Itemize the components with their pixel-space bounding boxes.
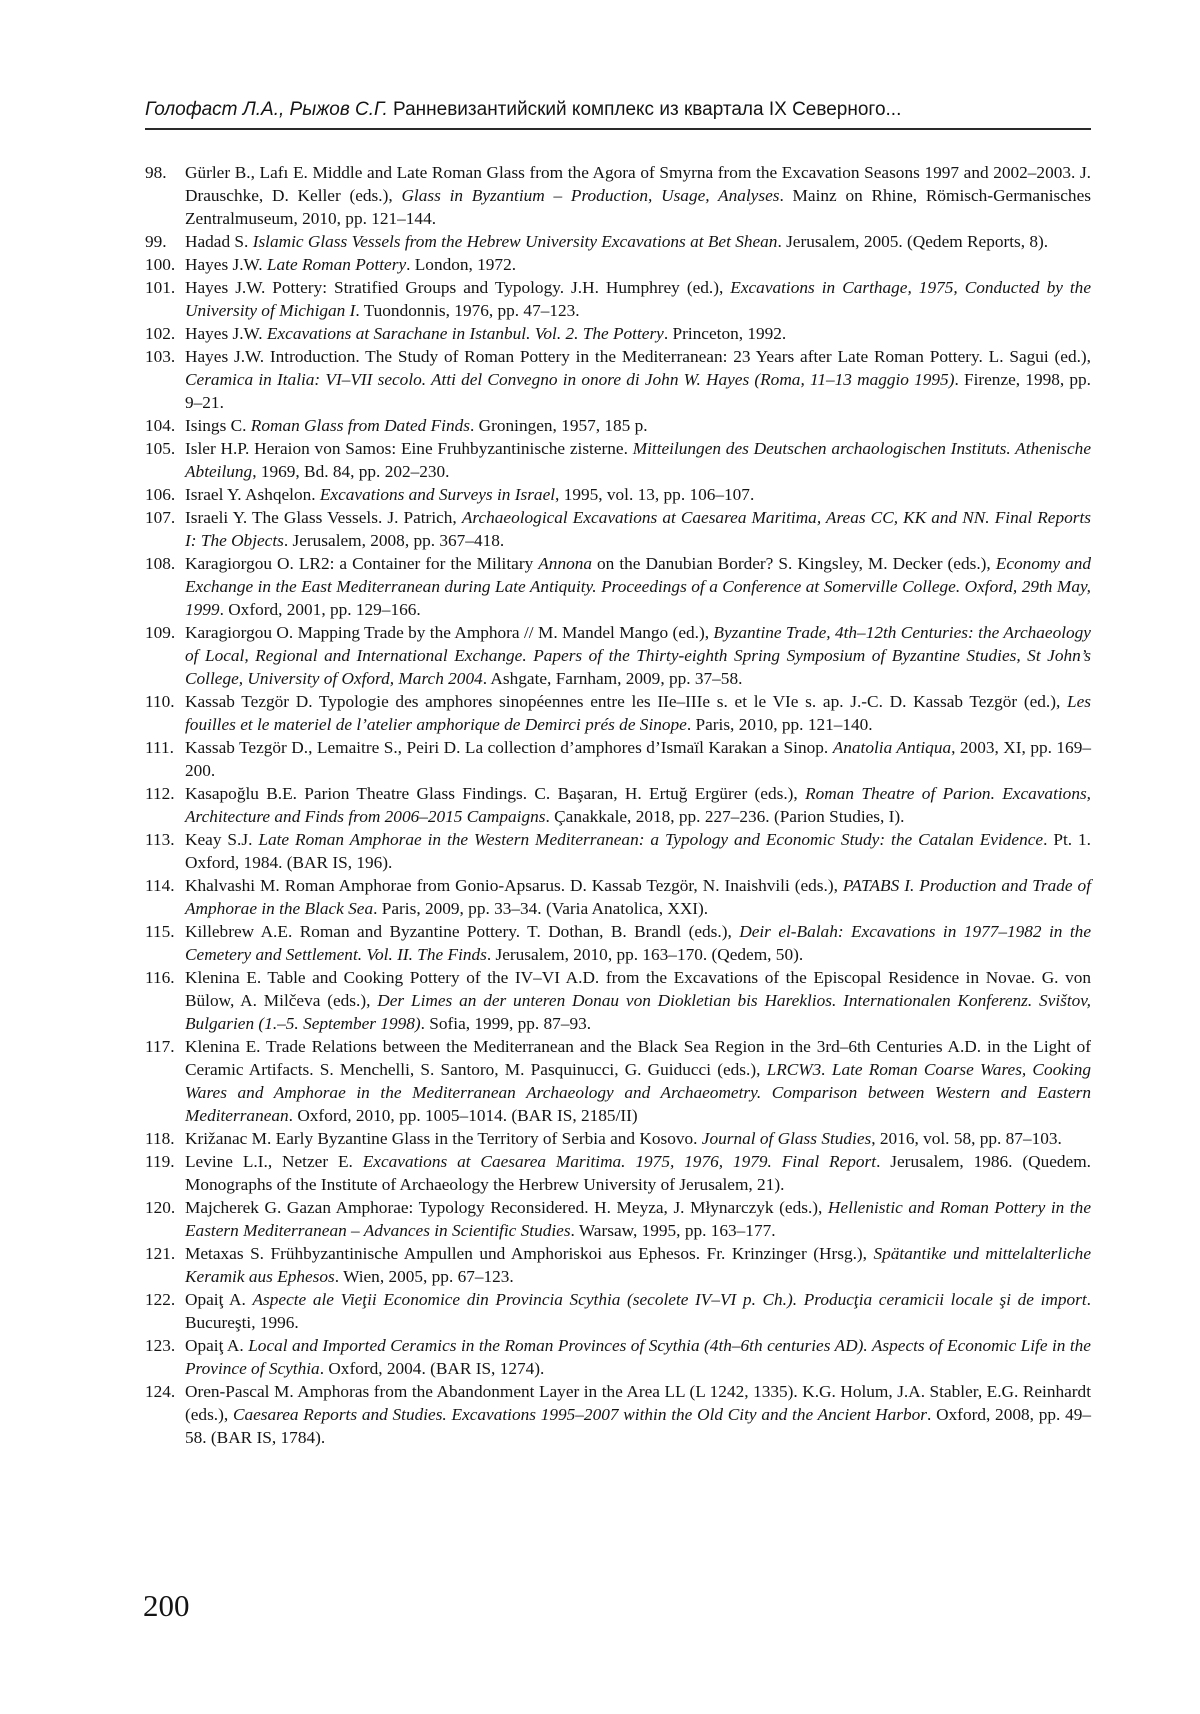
reference-number: 108. [145,554,176,573]
reference-item [145,414,1091,437]
reference-text: . Oxford, 2010, pp. 1005–1014. (BAR IS, 2185/II) [288,1106,638,1125]
reference-item [145,782,1091,828]
reference-text: Opaiţ A. [185,1336,249,1355]
reference-number: 124. [145,1382,176,1401]
reference-item [145,1150,1091,1196]
reference-number: 104. [145,416,176,435]
reference-text: Khalvashi M. Roman Amphorae from Gonio-Apsarus. D. Kassab Tezgör, N. Inaishvili (eds.), [185,876,843,895]
reference-title: LRCW3. Late Roman Coarse Wares, Cooking Wares and Amphorae in the Mediterranean Archaeology and Archaeometry. Comparison between Western and Eastern Mediterranean [185,1060,1091,1125]
reference-title: Excavations in Carthage, 1975, Conducted by the University of Michigan I [185,278,1091,320]
reference-text: on the Danubian Border? S. Kingsley, M. Decker (eds.), [592,554,996,573]
reference-number: 116. [145,968,175,987]
reference-number: 107. [145,508,176,527]
reference-item [145,552,1091,621]
reference-title: Annona [538,554,593,573]
reference-text: Gürler B., Lafı E. Middle and Late Roman Glass from the Agora of Smyrna from the Excavation Seasons 1997 and 2002–2003. J. Drauschke, D. Keller (eds.), [185,163,1091,205]
reference-item [145,874,1091,920]
reference-item [145,276,1091,322]
reference-text: . Wien, 2005, pp. 67–123. [334,1267,514,1286]
reference-title: Local and Imported Ceramics in the Roman Provinces of Scythia (4th–6th centuries AD). Aspects of Economic Life in the Province of Scythia [185,1336,1091,1378]
reference-title: PATABS I. Production and Trade of Amphorae in the Black Sea [185,876,1091,918]
reference-text: . Pt. 1. Oxford, 1984. (BAR IS, 196). [185,830,1092,872]
reference-number: 115. [145,922,175,941]
reference-text: . Paris, 2010, pp. 121–140. [686,715,873,734]
reference-number: 120. [145,1198,176,1217]
reference-text: Karagiorgou O. LR2: a Container for the Military [185,554,539,573]
reference-text: Hayes J.W. [185,324,267,343]
reference-title: Journal of Glass Studies [701,1129,872,1148]
reference-text: . Bucureşti, 1996. [185,1290,1091,1332]
reference-item [145,1127,1091,1150]
reference-title: Deir el-Balah: Excavations in 1977–1982 in the Cemetery and Settlement. Vol. II. The Finds [185,922,1091,964]
reference-list [145,161,1091,1449]
reference-item [145,920,1091,966]
reference-title: Spätantike und mittelalterliche Keramik aus Ephesos [185,1244,1091,1286]
reference-title: Roman Glass from Dated Finds [250,416,470,435]
reference-text: . Oxford, 2008, pp. 49–58. (BAR IS, 1784). [185,1405,1091,1447]
reference-text: . Groningen, 1957, 185 p. [470,416,648,435]
reference-item [145,1334,1091,1380]
reference-text: Kassab Tezgör D., Lemaitre S., Peiri D. La collection d’amphores d’Ismaïl Karakan a Sinop. [185,738,833,757]
reference-item [145,621,1091,690]
reference-text: Klenina E. Trade Relations between the Mediterranean and the Black Sea Region in the 3rd–6th Centuries A.D. in the Light of Ceramic Artifacts. S. Menchelli, S. Santoro, M. Pasquinucci, G. Guiducci (eds.), [185,1037,1091,1079]
reference-title: Der Limes an der unteren Donau von Diokletian bis Hareklios. Internationalen Konferenz. Svištov, Bulgarien (1.–5. September 1998) [185,991,1091,1033]
reference-text: Israel Y. Ashqelon. [185,485,320,504]
reference-number: 100. [145,255,176,274]
reference-title: Islamic Glass Vessels from the Hebrew University Excavations at Bet Shean [252,232,778,251]
reference-number: 110. [145,692,175,711]
reference-text: . Firenze, 1998, pp. 9–21. [185,370,1091,412]
reference-text: Opaiţ A. [185,1290,253,1309]
reference-text: Killebrew A.E. Roman and Byzantine Pottery. T. Dothan, B. Brandl (eds.), [185,922,740,941]
reference-text: . Warsaw, 1995, pp. 163–177. [570,1221,776,1240]
reference-text: Isings C. [185,416,251,435]
reference-number: 103. [145,347,176,366]
reference-text: . Ashgate, Farnham, 2009, pp. 37–58. [482,669,743,688]
reference-text: Levine L.I., Netzer E. [185,1152,363,1171]
header-title: Ранневизантийский комплекс из квартала IX Северного... [393,99,902,120]
reference-title: Excavations at Caesarea Maritima. 1975, 1976, 1979. Final Report [362,1152,877,1171]
reference-title: Mitteilungen des Deutschen archaologischen Instituts. Athenische Abteilung [185,439,1091,481]
reference-item [145,1380,1091,1449]
reference-title: Aspecte ale Vieţii Economice din Provincia Scythia (secolete IV–VI p. Ch.). Producţia ceramicii locale şi de import [252,1290,1087,1309]
reference-text: . London, 1972. [406,255,517,274]
reference-title: Caesarea Reports and Studies. Excavations 1995–2007 within the Old City and the Ancient Harbor [232,1405,927,1424]
reference-text: Isler H.P. Heraion von Samos: Eine Fruhbyzantinische zisterne. [185,439,633,458]
reference-text: Oren-Pascal M. Amphoras from the Abandonment Layer in the Area LL (L 1242, 1335). K.G. Holum, J.A. Stabler, E.G. Reinhardt (eds.), [185,1382,1091,1424]
reference-title: Glass in Byzantium – Production, Usage, Analyses [401,186,780,205]
reference-text: Karagiorgou O. Mapping Trade by the Amphora // M. Mandel Mango (ed.), [185,623,714,642]
reference-title: Excavations at Sarachane in Istanbul. Vol. 2. The Pottery [266,324,664,343]
reference-text: . Jerusalem, 2008, pp. 367–418. [283,531,505,550]
reference-text: Keay S.J. [185,830,259,849]
reference-number: 119. [145,1152,175,1171]
reference-item [145,1196,1091,1242]
reference-text: . Mainz on Rhine, Römisch-Germanisches Zentralmuseum, 2010, pp. 121–144. [185,186,1091,228]
reference-text: . Jerusalem, 1986. (Quedem. Monographs of the Institute of Archaeology the Herbrew University of Jerusalem, 21). [185,1152,1091,1194]
reference-text: . Jerusalem, 2010, pp. 163–170. (Qedem, 50). [486,945,804,964]
reference-text: Majcherek G. Gazan Amphorae: Typology Reconsidered. H. Meyza, J. Młynarczyk (eds.), [185,1198,828,1217]
reference-text: . Jerusalem, 2005. (Qedem Reports, 8). [777,232,1049,251]
reference-text: , 1969, Bd. 84, pp. 202–230. [252,462,450,481]
reference-title: Hellenistic and Roman Pottery in the Eastern Mediterranean – Advances in Scientific Studies [185,1198,1091,1240]
reference-text: . Oxford, 2004. (BAR IS, 1274). [319,1359,545,1378]
reference-title: Archaeological Excavations at Caesarea Maritima, Areas CC, KK and NN. Final Reports I: The Objects [185,508,1091,550]
reference-title: Late Roman Pottery [266,255,407,274]
reference-text: Klenina E. Table and Cooking Pottery of the IV–VI A.D. from the Excavations of the Episcopal Residence in Novae. G. von Bülow, A. Milčeva (eds.), [185,968,1091,1010]
reference-title: Economy and Exchange in the East Mediterranean during Late Antiquity. Proceedings of a Conference at Somerville College. Oxford, 29th May, 1999 [185,554,1092,619]
reference-text: Hayes J.W. [185,255,267,274]
reference-text: Israeli Y. The Glass Vessels. J. Patrich, [185,508,462,527]
reference-number: 118. [145,1129,175,1148]
reference-title: Byzantine Trade, 4th–12th Centuries: the Archaeology of Local, Regional and International Exchange. Papers of the Thirty-eighth Spring Symposium of Byzantine Studies, St John’s College, University of Oxford, March 2004 [185,623,1091,688]
reference-number: 99. [145,232,167,251]
reference-text: Križanac M. Early Byzantine Glass in the Territory of Serbia and Kosovo. [185,1129,702,1148]
reference-number: 105. [145,439,176,458]
reference-item [145,690,1091,736]
reference-item [145,230,1091,253]
reference-text: Hadad S. [185,232,253,251]
reference-item [145,322,1091,345]
reference-item [145,506,1091,552]
reference-item [145,437,1091,483]
reference-item [145,345,1091,414]
reference-number: 106. [145,485,176,504]
reference-number: 112. [145,784,175,803]
reference-text: . Çanakkale, 2018, pp. 227–236. (Parion Studies, I). [545,807,905,826]
reference-text: Hayes J.W. Pottery: Stratified Groups and Typology. J.H. Humphrey (ed.), [185,278,731,297]
reference-text: . Sofia, 1999, pp. 87–93. [420,1014,592,1033]
reference-number: 123. [145,1336,176,1355]
reference-text: . Tuondonnis, 1976, pp. 47–123. [355,301,580,320]
reference-title: Les fouilles et le materiel de l’atelier amphorique de Demirci prés de Sinope [185,692,1091,734]
header-authors: Голофаст Л.А., Рыжов С.Г. [145,99,388,120]
page-number: 200 [143,1588,190,1623]
reference-text: Metaxas S. Frühbyzantinische Ampullen und Amphoriskoi aus Ephesos. Fr. Krinzinger (Hrsg.), [185,1244,874,1263]
reference-item [145,966,1091,1035]
reference-number: 114. [145,876,175,895]
reference-text: . Oxford, 2001, pp. 129–166. [219,600,421,619]
reference-title: Ceramica in Italia: VI–VII secolo. Atti del Convegno in onore di John W. Hayes (Roma, 11–13 maggio 1995) [185,370,955,389]
reference-title: Anatolia Antiqua [832,738,952,757]
reference-number: 109. [145,623,176,642]
reference-item [145,1035,1091,1127]
reference-title: Roman Theatre of Parion. Excavations, Architecture and Finds from 2006–2015 Campaigns [185,784,1092,826]
reference-item [145,828,1091,874]
reference-number: 121. [145,1244,176,1263]
reference-number: 102. [145,324,176,343]
reference-title: Late Roman Amphorae in the Western Mediterranean: a Typology and Economic Study: the Catalan Evidence [258,830,1044,849]
reference-item [145,161,1091,230]
reference-number: 101. [145,278,176,297]
reference-number: 111. [145,738,174,757]
reference-number: 117. [145,1037,175,1056]
reference-number: 122. [145,1290,176,1309]
reference-text: . Princeton, 1992. [663,324,787,343]
reference-item [145,1242,1091,1288]
reference-text: Kassab Tezgör D. Typologie des amphores sinopéennes entre les IIe–IIIe s. et le VIe s. ap. J.-C. D. Kassab Tezgör (ed.), [185,692,1067,711]
reference-item [145,736,1091,782]
reference-text: , 2003, XI, pp. 169–200. [185,738,1091,780]
reference-text: , 2016, vol. 58, pp. 87–103. [871,1129,1062,1148]
reference-text: Hayes J.W. Introduction. The Study of Roman Pottery in the Mediterranean: 23 Years after Late Roman Pottery. L. Sagui (ed.), [185,347,1091,366]
reference-text: Kasapoğlu B.E. Parion Theatre Glass Findings. C. Başaran, H. Ertuğ Ergürer (eds.), [185,784,806,803]
reference-text: , 1995, vol. 13, pp. 106–107. [555,485,755,504]
reference-number: 98. [145,163,167,182]
reference-number: 113. [145,830,175,849]
reference-item [145,1288,1091,1334]
reference-text: . Paris, 2009, pp. 33–34. (Varia Anatolica, XXI). [373,899,709,918]
reference-title: Excavations and Surveys in Israel [319,485,556,504]
reference-item [145,483,1091,506]
running-head [145,97,1091,130]
reference-item [145,253,1091,276]
